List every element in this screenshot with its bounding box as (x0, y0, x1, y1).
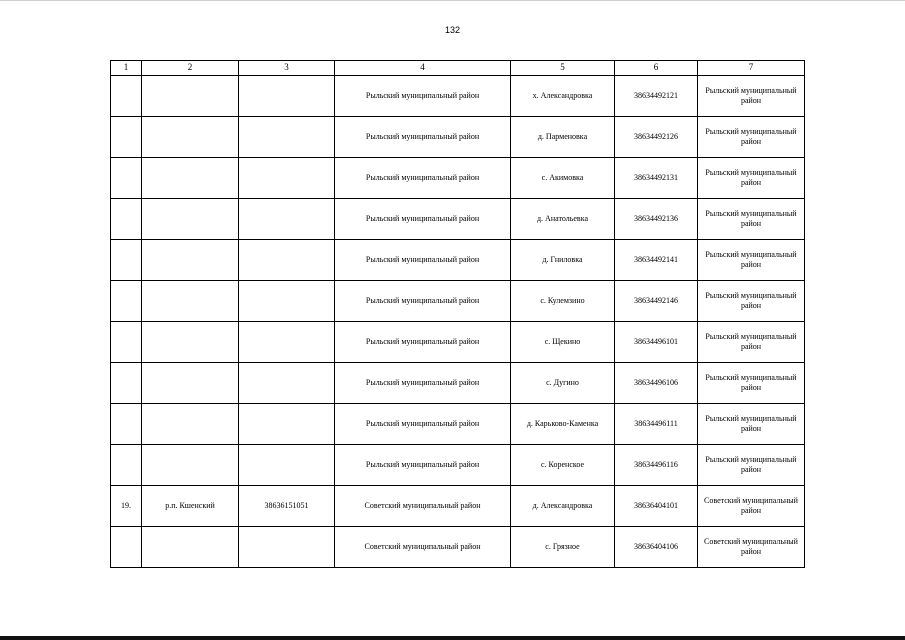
municipal-district-cell: Советский муниципальный район (335, 527, 511, 568)
oktmo-code-cell: 38636404106 (615, 527, 698, 568)
municipal-district-cell: Рыльский муниципальный район (335, 281, 511, 322)
settlement-code-cell (239, 404, 335, 445)
municipal-district-cell: Рыльский муниципальный район (335, 404, 511, 445)
settlement-cell: р.п. Кшенский (142, 486, 239, 527)
row-number-cell (111, 322, 142, 363)
row-number-cell: 19. (111, 486, 142, 527)
district-cell: Рыльский муниципальный район (698, 117, 805, 158)
settlement-code-cell (239, 322, 335, 363)
district-cell: Рыльский муниципальный район (698, 445, 805, 486)
row-number-cell (111, 445, 142, 486)
settlement-code-cell (239, 240, 335, 281)
locality-cell: д. Гниловка (511, 240, 615, 281)
settlement-code-cell (239, 527, 335, 568)
table-row (111, 76, 805, 117)
settlement-code-cell (239, 158, 335, 199)
locality-cell: д. Анатольевка (511, 199, 615, 240)
table-row (111, 158, 805, 199)
settlement-code-cell: 38636151051 (239, 486, 335, 527)
oktmo-code-cell: 38634492131 (615, 158, 698, 199)
settlement-cell (142, 281, 239, 322)
municipal-district-cell: Рыльский муниципальный район (335, 76, 511, 117)
row-number-cell (111, 117, 142, 158)
locality-cell: х. Александровка (511, 76, 615, 117)
row-number-cell (111, 76, 142, 117)
table-row (111, 281, 805, 322)
settlement-code-cell (239, 117, 335, 158)
table-row (111, 322, 805, 363)
settlement-cell (142, 117, 239, 158)
oktmo-code-cell: 38634492141 (615, 240, 698, 281)
row-number-cell (111, 281, 142, 322)
settlement-cell (142, 445, 239, 486)
district-cell: Рыльский муниципальный район (698, 363, 805, 404)
settlement-cell (142, 322, 239, 363)
oktmo-code-cell: 38634492126 (615, 117, 698, 158)
settlement-code-cell (239, 199, 335, 240)
table-row (111, 404, 805, 445)
district-cell: Рыльский муниципальный район (698, 281, 805, 322)
scan-bottom-edge (0, 636, 905, 640)
row-number-cell (111, 527, 142, 568)
column-number: 2 (142, 61, 239, 76)
municipal-district-cell: Рыльский муниципальный район (335, 445, 511, 486)
row-number-cell (111, 199, 142, 240)
municipal-district-cell: Рыльский муниципальный район (335, 240, 511, 281)
scan-top-edge (0, 0, 905, 1)
settlement-code-cell (239, 363, 335, 404)
column-number: 5 (511, 61, 615, 76)
municipal-district-cell: Рыльский муниципальный район (335, 117, 511, 158)
locality-cell: д. Карьково-Каменка (511, 404, 615, 445)
district-cell: Рыльский муниципальный район (698, 76, 805, 117)
column-number: 1 (111, 61, 142, 76)
row-number-cell (111, 404, 142, 445)
oktmo-code-cell: 38634496116 (615, 445, 698, 486)
settlement-cell (142, 76, 239, 117)
column-number-row (111, 61, 805, 76)
district-cell: Рыльский муниципальный район (698, 199, 805, 240)
oktmo-code-cell: 38636404101 (615, 486, 698, 527)
locality-cell: с. Дугино (511, 363, 615, 404)
municipal-district-cell: Советский муниципальный район (335, 486, 511, 527)
oktmo-code-cell: 38634496111 (615, 404, 698, 445)
district-cell: Рыльский муниципальный район (698, 404, 805, 445)
settlement-cell (142, 158, 239, 199)
oktmo-code-cell: 38634496101 (615, 322, 698, 363)
locality-cell: д. Парменовка (511, 117, 615, 158)
settlement-code-cell (239, 76, 335, 117)
row-number-cell (111, 363, 142, 404)
oktmo-code-cell: 38634496106 (615, 363, 698, 404)
table-row (111, 486, 805, 527)
locality-cell: д. Александровка (511, 486, 615, 527)
district-cell: Советский муниципальный район (698, 486, 805, 527)
locality-cell: с. Кулемзино (511, 281, 615, 322)
municipal-district-cell: Рыльский муниципальный район (335, 322, 511, 363)
oktmo-code-cell: 38634492136 (615, 199, 698, 240)
locality-cell: с. Грязное (511, 527, 615, 568)
oktmo-code-cell: 38634492146 (615, 281, 698, 322)
table-row (111, 527, 805, 568)
locality-cell: с. Акимовка (511, 158, 615, 199)
table-row (111, 363, 805, 404)
column-number: 7 (698, 61, 805, 76)
table-row (111, 199, 805, 240)
locality-cell: с. Щекино (511, 322, 615, 363)
page-number: 132 (444, 25, 461, 35)
district-cell: Рыльский муниципальный район (698, 322, 805, 363)
district-cell: Рыльский муниципальный район (698, 158, 805, 199)
oktmo-code-cell: 38634492121 (615, 76, 698, 117)
row-number-cell (111, 158, 142, 199)
municipal-district-cell: Рыльский муниципальный район (335, 158, 511, 199)
table-row (111, 117, 805, 158)
column-number: 4 (335, 61, 511, 76)
district-cell: Рыльский муниципальный район (698, 240, 805, 281)
settlement-cell (142, 199, 239, 240)
municipal-district-cell: Рыльский муниципальный район (335, 363, 511, 404)
settlement-cell (142, 240, 239, 281)
settlements-table (110, 60, 805, 568)
settlement-cell (142, 527, 239, 568)
locality-cell: с. Коренское (511, 445, 615, 486)
settlement-code-cell (239, 281, 335, 322)
row-number-cell (111, 240, 142, 281)
table-row (111, 240, 805, 281)
municipal-district-cell: Рыльский муниципальный район (335, 199, 511, 240)
settlement-cell (142, 363, 239, 404)
settlement-cell (142, 404, 239, 445)
column-number: 6 (615, 61, 698, 76)
settlement-code-cell (239, 445, 335, 486)
column-number: 3 (239, 61, 335, 76)
table-row (111, 445, 805, 486)
district-cell: Советский муниципальный район (698, 527, 805, 568)
